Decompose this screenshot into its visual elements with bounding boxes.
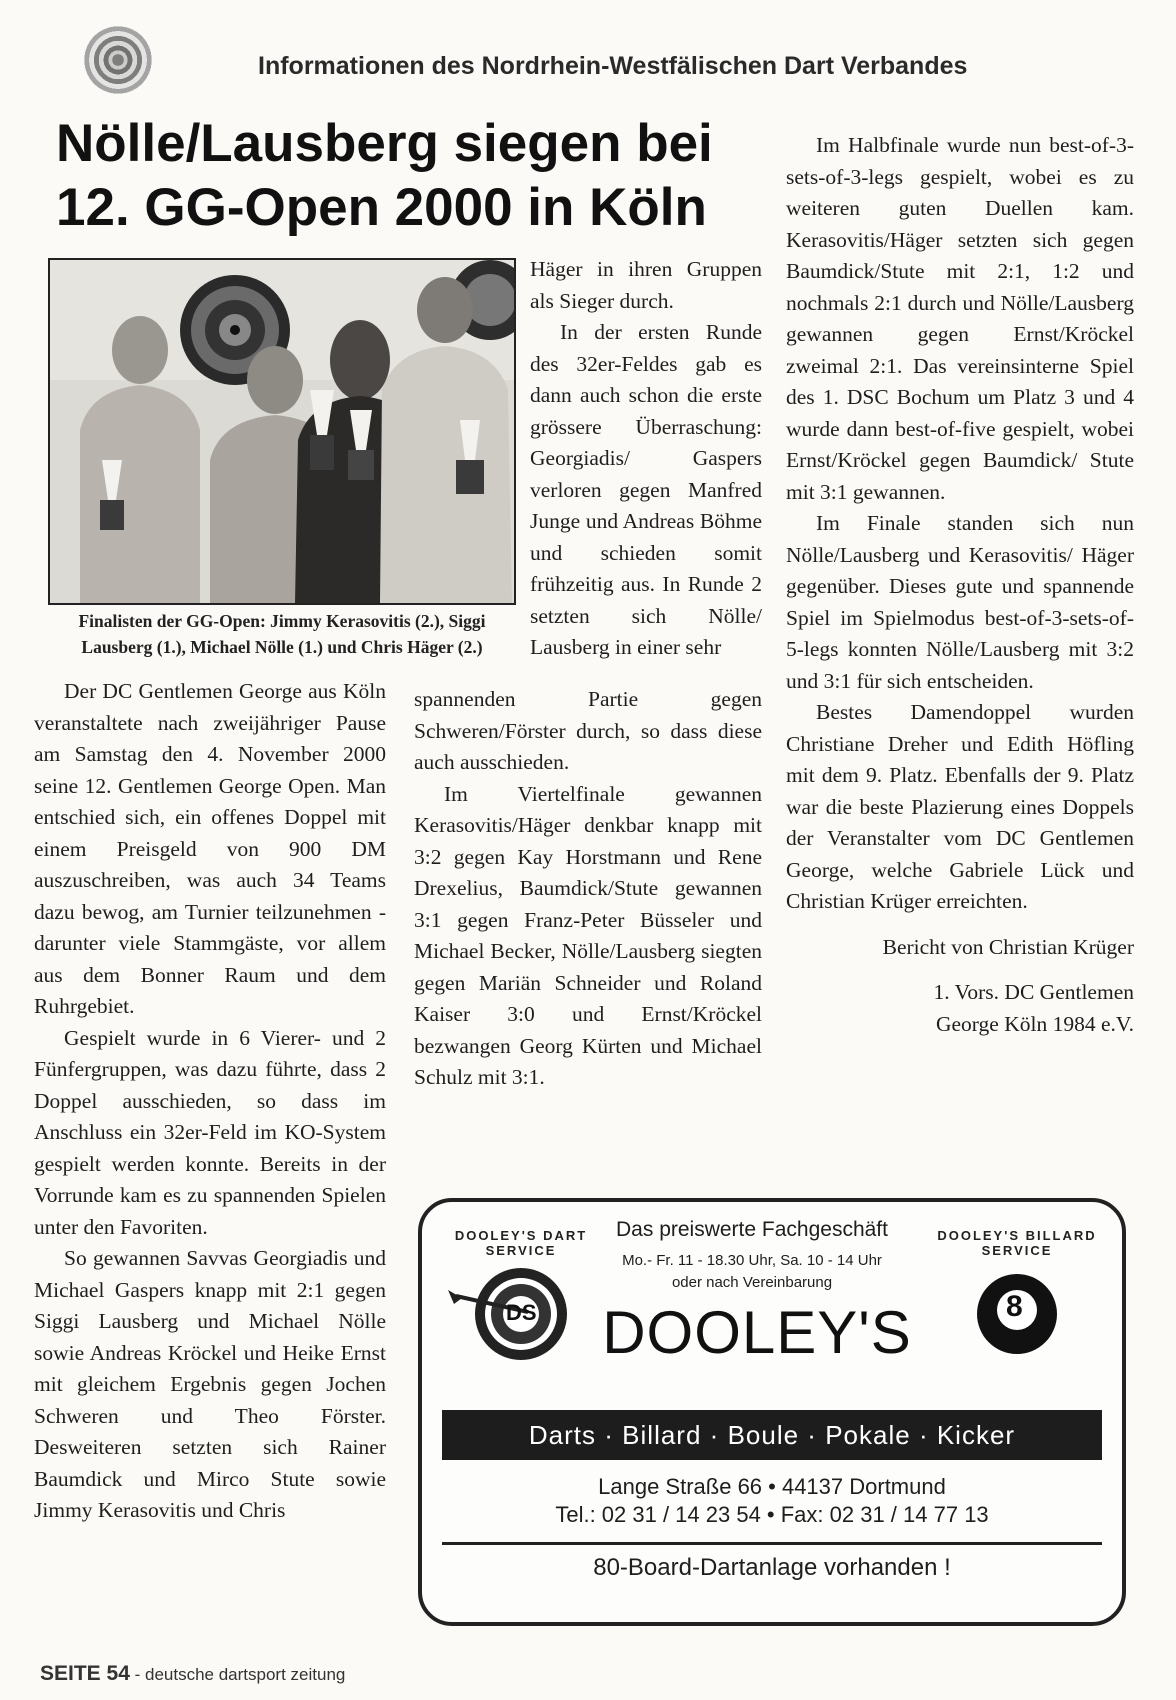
page-footer [40, 1662, 345, 1686]
photo-caption [48, 608, 516, 660]
paragraph: Im Halbfinale wurde nun best-of-3-sets-of-3-legs gespielt, wobei es zu weiteren guten Duellen kam. Kerasovitis/Häger setzten sich gegen Baumdick/Stute mit 2:1, 1:2 und nochmals 2:1 durch und Nölle/Lausberg gewannen gegen Ernst/Kröckel zweimal 2:1. Das vereinsinterne Spiel des 1. DSC Bochum um Platz 3 und 4 wurde dann best-of-five gespielt, wobei Ernst/Kröckel gegen Baumdick/ Stute mit 3:1 gewannen. [786, 133, 1134, 504]
ball-number: 8 [1006, 1290, 1023, 1323]
article-column-3 [786, 130, 1134, 1040]
paragraph: So gewannen Savvas Georgiadis und Michael Gaspers knapp mit 2:1 gegen Siggi Lausberg und Michael Nölle sowie Andreas Kröckel und Heike Ernst mit gleichem Ergebnis gegen Jochen Schweren und Theo Förster. Desweiteren setzten sich Rainer Baumdick und Mirco Stute sowie Jimmy Kerasovitis und Chris [34, 1246, 386, 1522]
ad-address: Lange Straße 66 • 44137 Dortmund [598, 1474, 946, 1499]
byline: Bericht von Christian Krüger [882, 934, 1134, 959]
ad-divider [442, 1542, 1102, 1545]
bar-separator: · [807, 1420, 817, 1450]
dart-association-logo [84, 26, 152, 94]
billiard-service-emblem [932, 1226, 1102, 1396]
ad-phone: Tel.: 02 31 / 14 23 54 • Fax: 02 31 / 14 77 13 [555, 1502, 989, 1527]
article-column-2-top [530, 254, 762, 664]
bar-separator: · [604, 1420, 614, 1450]
paragraph: Gespielt wurde in 6 Vierer- und 2 Fünfergruppen, was dazu führte, dass 2 Doppel ausschieden, so dass im Anschluss ein 32er-Feld im KO-System gespielt werden konnte. Bereits in der Vorrunde kam es zu spannenden Spielen unter den Favoriten. [34, 1025, 386, 1239]
page-number: SEITE 54 [40, 1662, 130, 1685]
product-kicker: Kicker [936, 1420, 1016, 1450]
paragraph: Im Viertelfinale gewannen Kerasovitis/Häger denkbar knapp mit 3:2 gegen Kay Horstmann und Rene Drexelius, Baumdick/Stute gewannen 3:1 gegen Franz-Peter Büsseler und Michael Becker, Nölle/Lausberg siegten gegen Mariän Schneider und Roland Kaiser 3:0 und Ernst/Kröckel bezwangen Georg Kürten und Michael Schulz mit 3:1. [414, 781, 762, 1089]
dooleys-advertisement [418, 1198, 1126, 1626]
bar-separator: · [709, 1420, 720, 1450]
article-headline [56, 112, 776, 240]
finalists-photo [48, 258, 516, 605]
page-header: Informationen des Nordrhein-Westfälischen Dart Verbandes [258, 52, 968, 80]
finalists-photo-image [50, 260, 514, 603]
paragraph: Häger in ihren Gruppen als Sieger durch. [530, 257, 762, 313]
article-column-1 [34, 676, 386, 1527]
headline-line-1: Nölle/Lausberg siegen bei [56, 114, 713, 173]
ad-notice: 80-Board-Dartanlage vorhanden ! [593, 1554, 951, 1581]
article-column-2 [414, 684, 762, 1094]
signature-line-2: George Köln 1984 e.V. [935, 1011, 1134, 1036]
paragraph: Der DC Gentlemen George aus Köln veranstaltete nach zweijähriger Pause am Samstag den 4. November 2000 seine 12. Gentlemen George Open. Man entschied sich, ein offenes Doppel mit einem Preisgeld von 900 DM auszuschreiben, was auch 34 Teams dazu bewog, am Turnier teilzunehmen - darunter viele Stammgäste, vor allem aus dem Bonner Raum und dem Ruhrgebiet. [34, 679, 386, 1018]
ad-tagline: Das preiswerte Fachgeschäft [616, 1218, 888, 1241]
ad-brand: DOOLEY'S [602, 1299, 912, 1366]
product-darts: Darts [528, 1420, 597, 1450]
product-bar [442, 1410, 1102, 1460]
ad-hours-line-2: oder nach Vereinbarung [671, 1274, 833, 1291]
signature-line-1: 1. Vors. DC Gentlemen [933, 980, 1134, 1004]
dart-service-emblem [436, 1226, 606, 1396]
dart-emblem-text: DOOLEY'S DART SERVICE [454, 1228, 588, 1258]
paragraph: spannenden Partie gegen Schweren/Förster durch, so dass diese auch ausschieden. [414, 687, 762, 774]
publication-name: - deutsche dartsport zeitung [134, 1665, 346, 1684]
caption-line-1: Finalisten der GG-Open: Jimmy Kerasovitis (2.), Siggi [78, 611, 486, 631]
paragraph: Bestes Damendoppel wurden Christiane Dreher und Edith Höfling mit dem 9. Platz. Ebenfalls der 9. Platz war die beste Plazierung eines Doppels der Veranstalter vom DC Gentlemen George, welche Gabriele Lück und Christian Krüger erreichten. [786, 700, 1134, 913]
bar-separator: · [918, 1420, 929, 1450]
product-pokale: Pokale [825, 1420, 911, 1450]
dartboard-label: DS [506, 1300, 537, 1325]
product-boule: Boule [727, 1420, 800, 1450]
paragraph: In der ersten Runde des 32er-Feldes gab es dann auch schon die erste grössere Überraschung: Georgiadis/ Gaspers verloren gegen Manfred Junge und Andreas Böhme und schieden somit frühzeitig aus. In Runde 2 setzten sich Nölle/ Lausberg in einer sehr [530, 320, 762, 659]
paragraph: Im Finale standen sich nun Nölle/Lausberg und Kerasovitis/ Häger gegenüber. Dieses gute und spannende Spiel im Spielmodus best-of-3-sets-of-5-legs konnten Nölle/Lausberg mit 3:2 und 3:1 für sich entscheiden. [786, 511, 1134, 693]
product-billard: Billard [622, 1420, 702, 1450]
caption-line-2: Lausberg (1.), Michael Nölle (1.) und Chris Häger (2.) [81, 637, 483, 657]
billiard-emblem-text: DOOLEY'S BILLARD SERVICE [937, 1228, 1097, 1258]
headline-line-2: 12. GG-Open 2000 in Köln [56, 178, 707, 237]
ad-hours-line-1: Mo.- Fr. 11 - 18.30 Uhr, Sa. 10 - 14 Uhr [622, 1252, 882, 1269]
